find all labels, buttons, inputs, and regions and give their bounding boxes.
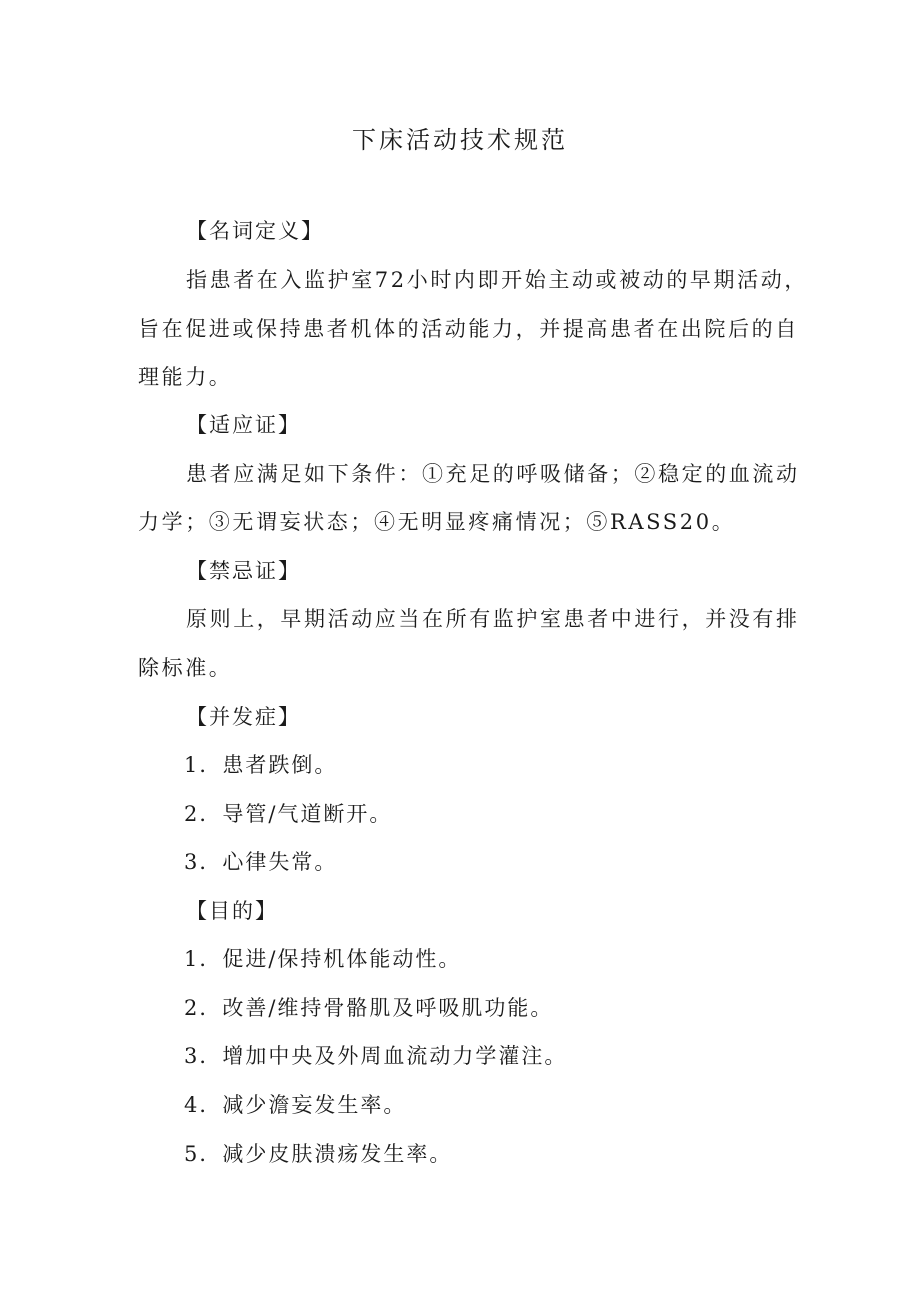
- section-heading-definition: 【名词定义】: [186, 219, 324, 243]
- list-item: 4．减少澹妄发生率。: [184, 1093, 407, 1117]
- list-item: 2．改善/维持骨骼肌及呼吸肌功能。: [184, 996, 554, 1020]
- section-heading-complications: 【并发症】: [186, 705, 301, 729]
- list-item: 3．心律失常。: [184, 850, 338, 874]
- list-item: 1．患者跌倒。: [184, 753, 338, 777]
- list-item: 2．导管/气道断开。: [184, 802, 393, 826]
- section-heading-contraindications: 【禁忌证】: [186, 559, 301, 583]
- paragraph-line: 患者应满足如下条件：①充足的呼吸储备；②稳定的血流动: [186, 462, 800, 486]
- section-heading-purpose: 【目的】: [186, 899, 278, 923]
- list-item: 5．减少皮肤溃疡发生率。: [184, 1142, 453, 1166]
- paragraph-line: 原则上，早期活动应当在所有监护室患者中进行，并没有排: [186, 607, 800, 631]
- paragraph-line: 理能力。: [138, 365, 233, 389]
- paragraph-line: 指患者在入监护室72小时内即开始主动或被动的早期活动，: [186, 268, 808, 292]
- list-item: 1．促进/保持机体能动性。: [184, 947, 462, 971]
- paragraph-line: 除标准。: [138, 656, 233, 680]
- document-title: 下床活动技术规范: [352, 126, 568, 154]
- paragraph-line: 旨在促进或保持患者机体的活动能力，并提高患者在出院后的自: [138, 317, 799, 341]
- section-heading-indications: 【适应证】: [186, 413, 301, 437]
- paragraph-line: 力学；③无谓妄状态；④无明显疼痛情况；⑤RASS20。: [138, 510, 736, 534]
- list-item: 3．增加中央及外周血流动力学灌注。: [184, 1044, 568, 1068]
